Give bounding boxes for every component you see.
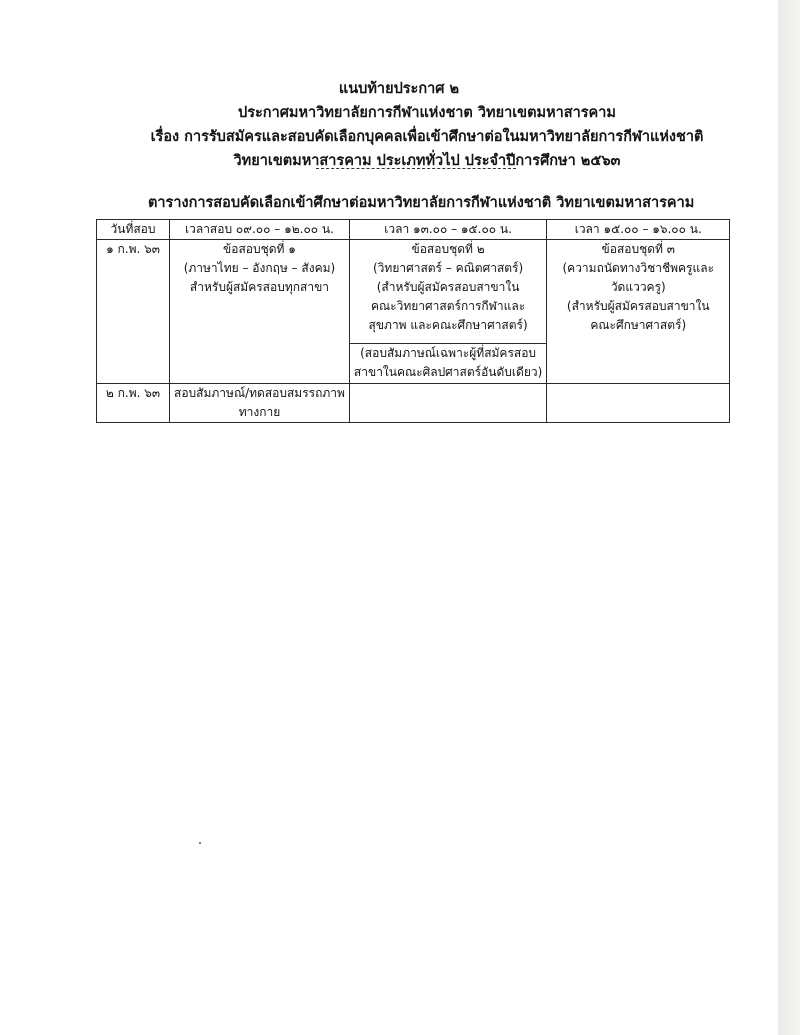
cell-line: (สำหรับผู้สมัครสอบสาขาใน <box>566 299 710 313</box>
annex-title: แนบท้ายประกาศ ๒ <box>338 81 460 97</box>
announcement-subject-cont: วิทยาเขตมหาสารคาม ประเภททั่วไป ประจำปีการศึกษา ๒๕๖๓ <box>233 153 621 169</box>
row2-evening-cell <box>547 384 730 423</box>
header-date: วันที่สอบ <box>97 220 170 240</box>
cell-line: สอบสัมภาษณ์/ทดสอบสมรรถภาพ <box>174 386 345 400</box>
cell-line: ข้อสอบชุดที่ ๓ <box>601 242 675 256</box>
cell-line: (สำหรับผู้สมัครสอบสาขาใน <box>376 280 520 294</box>
separator-line <box>316 168 516 169</box>
header-morning: เวลาสอบ ๐๙.๐๐ – ๑๒.๐๐ น. <box>170 220 350 240</box>
table-title: ตารางการสอบคัดเลือกเข้าศึกษาต่อมหาวิทยาลัยการกีฬาแห่งชาติ วิทยาเขตมหาสารคาม <box>148 195 695 211</box>
cell-line: (ความถนัดทางวิชาชีพครูและ <box>562 261 715 275</box>
announcement-title: ประกาศมหาวิทยาลัยการกีฬาแห่งชาต วิทยาเขตมหาสารคาม <box>238 105 616 121</box>
cell-line: ทางกาย <box>238 405 281 419</box>
row1-interview-cell <box>349 344 546 384</box>
row1-date: ๑ ก.พ. ๖๓ <box>97 240 170 384</box>
row1-morning-cell <box>170 240 350 384</box>
row2-morning-cell <box>170 384 350 423</box>
cell-line: คณะศึกษาศาสตร์) <box>590 318 687 332</box>
cell-line: (ภาษาไทย – อังกฤษ – สังคม) <box>183 261 336 275</box>
table-header-row <box>97 220 730 240</box>
scan-speck <box>199 842 201 844</box>
row1-afternoon-cell <box>349 240 546 344</box>
header-afternoon: เวลา ๑๓.๐๐ – ๑๕.๐๐ น. <box>349 220 546 240</box>
row2-date: ๒ ก.พ. ๖๓ <box>97 384 170 423</box>
header-evening: เวลา ๑๕.๐๐ – ๑๖.๐๐ น. <box>547 220 730 240</box>
cell-line: สุขภาพ และคณะศึกษาศาสตร์) <box>368 318 528 332</box>
exam-schedule-table <box>96 219 730 423</box>
cell-line: ข้อสอบชุดที่ ๒ <box>411 242 485 256</box>
cell-line: สำหรับผู้สมัครสอบทุกสาขา <box>189 280 330 294</box>
cell-line: ข้อสอบชุดที่ ๑ <box>223 242 296 256</box>
scan-edge <box>778 0 800 1035</box>
cell-line: คณะวิทยาศาสตร์การกีฬาและ <box>371 299 526 313</box>
table-row <box>97 384 730 423</box>
row2-afternoon-cell <box>349 384 546 423</box>
cell-line: วัดแววครู) <box>610 280 666 294</box>
cell-line: (วิทยาศาสตร์ – คณิตศาสตร์) <box>372 261 524 275</box>
row1-evening-cell <box>547 240 730 384</box>
cell-line: (สอบสัมภาษณ์เฉพาะผู้ที่สมัครสอบ <box>360 346 537 360</box>
table-row <box>97 240 730 344</box>
cell-line: สาขาในคณะศิลปศาสตร์อันดับเดียว) <box>353 365 543 379</box>
announcement-subject: เรื่อง การรับสมัครและสอบคัดเลือกบุคคลเพื่อเข้าศึกษาต่อในมหาวิทยาลัยการกีฬาแห่งชาติ <box>150 129 704 145</box>
